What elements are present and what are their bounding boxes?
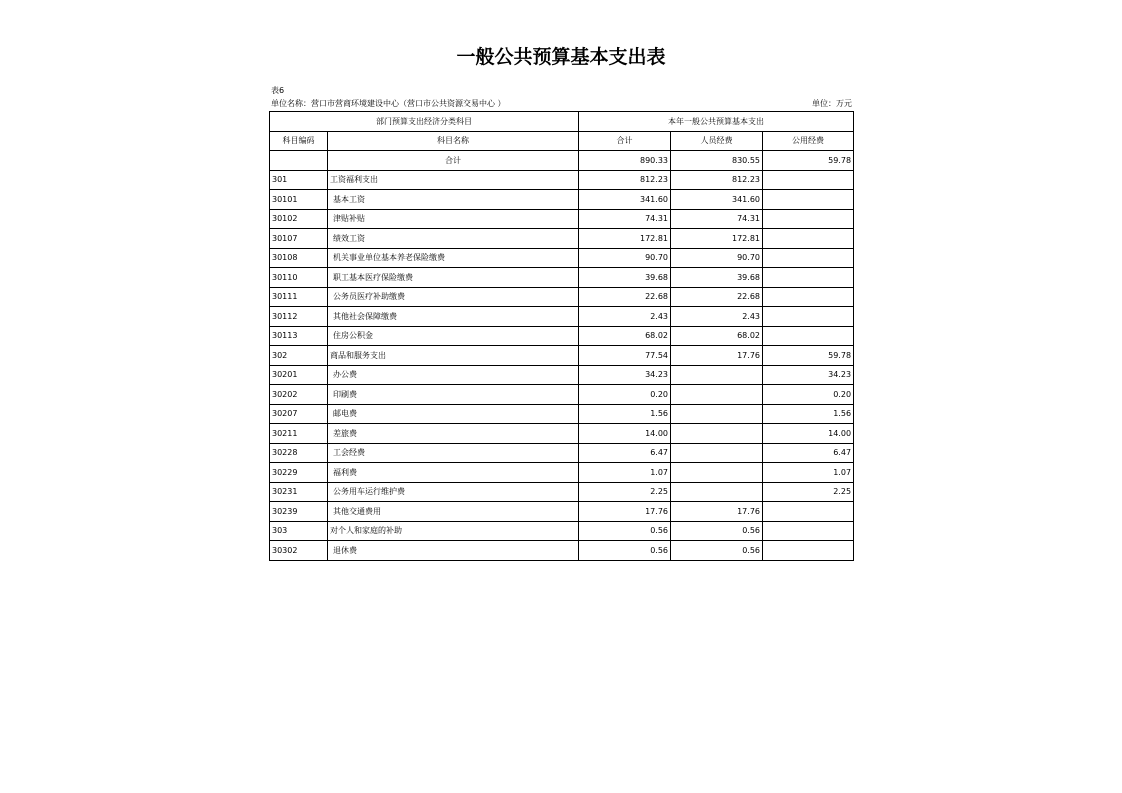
row-name: 机关事业单位基本养老保险缴费 <box>328 248 579 268</box>
row-personnel <box>671 424 763 444</box>
table-row <box>270 404 854 424</box>
table-row <box>270 346 854 366</box>
unit-name: 单位名称：营口市营商环境建设中心（营口市公共资源交易中心 ） <box>271 99 506 108</box>
row-personnel <box>671 463 763 483</box>
table-number: 表6 <box>271 86 285 95</box>
row-public: 6.47 <box>763 443 854 463</box>
row-code: 30112 <box>270 307 328 327</box>
row-code: 30110 <box>270 268 328 288</box>
table-row <box>270 385 854 405</box>
total-row-label: 合计 <box>328 151 579 171</box>
row-code: 30239 <box>270 502 328 522</box>
table-row <box>270 502 854 522</box>
total-row <box>270 151 854 171</box>
header-group-right: 本年一般公共预算基本支出 <box>579 112 854 132</box>
row-code: 302 <box>270 346 328 366</box>
row-code: 30107 <box>270 229 328 249</box>
row-personnel: 2.43 <box>671 307 763 327</box>
row-personnel: 22.68 <box>671 287 763 307</box>
row-code: 30201 <box>270 365 328 385</box>
row-code: 30113 <box>270 326 328 346</box>
row-total: 341.60 <box>579 190 671 210</box>
header-row-columns <box>270 131 854 151</box>
row-name: 对个人和家庭的补助 <box>328 521 579 541</box>
row-public <box>763 521 854 541</box>
table-row <box>270 190 854 210</box>
row-name: 职工基本医疗保险缴费 <box>328 268 579 288</box>
row-name: 印刷费 <box>328 385 579 405</box>
row-name: 公务用车运行维护费 <box>328 482 579 502</box>
row-name: 其他交通费用 <box>328 502 579 522</box>
row-personnel <box>671 365 763 385</box>
row-code: 30302 <box>270 541 328 561</box>
row-total: 34.23 <box>579 365 671 385</box>
table-row <box>270 229 854 249</box>
table-row <box>270 482 854 502</box>
row-name: 公务员医疗补助缴费 <box>328 287 579 307</box>
row-code: 30207 <box>270 404 328 424</box>
row-name: 差旅费 <box>328 424 579 444</box>
row-total: 39.68 <box>579 268 671 288</box>
table-row <box>270 268 854 288</box>
row-code: 301 <box>270 170 328 190</box>
total-row-public: 59.78 <box>763 151 854 171</box>
table-row <box>270 307 854 327</box>
row-code: 30202 <box>270 385 328 405</box>
unit-label: 单位：万元 <box>812 99 852 108</box>
row-code: 30231 <box>270 482 328 502</box>
row-name: 其他社会保障缴费 <box>328 307 579 327</box>
row-name: 工资福利支出 <box>328 170 579 190</box>
row-personnel: 812.23 <box>671 170 763 190</box>
page-title: 一般公共预算基本支出表 <box>456 46 666 68</box>
row-total: 6.47 <box>579 443 671 463</box>
row-total: 17.76 <box>579 502 671 522</box>
table-row <box>270 170 854 190</box>
row-public <box>763 287 854 307</box>
row-public: 1.07 <box>763 463 854 483</box>
row-total: 1.56 <box>579 404 671 424</box>
table-row <box>270 365 854 385</box>
table-row <box>270 248 854 268</box>
header-personnel: 人员经费 <box>671 131 763 151</box>
row-total: 2.25 <box>579 482 671 502</box>
row-name: 退休费 <box>328 541 579 561</box>
table-row <box>270 541 854 561</box>
row-total: 14.00 <box>579 424 671 444</box>
row-total: 0.56 <box>579 521 671 541</box>
total-row-code <box>270 151 328 171</box>
table-row <box>270 326 854 346</box>
row-code: 30211 <box>270 424 328 444</box>
row-code: 30102 <box>270 209 328 229</box>
row-personnel: 17.76 <box>671 502 763 522</box>
row-total: 0.56 <box>579 541 671 561</box>
row-personnel: 90.70 <box>671 248 763 268</box>
row-name: 商品和服务支出 <box>328 346 579 366</box>
row-public <box>763 209 854 229</box>
row-code: 30111 <box>270 287 328 307</box>
row-name: 福利费 <box>328 463 579 483</box>
row-public: 14.00 <box>763 424 854 444</box>
row-name: 住房公积金 <box>328 326 579 346</box>
row-personnel <box>671 443 763 463</box>
row-code: 30101 <box>270 190 328 210</box>
row-total: 172.81 <box>579 229 671 249</box>
row-public <box>763 326 854 346</box>
table-row <box>270 287 854 307</box>
header-group-left: 部门预算支出经济分类科目 <box>270 112 579 132</box>
header-public: 公用经费 <box>763 131 854 151</box>
row-code: 30108 <box>270 248 328 268</box>
header-code: 科目编码 <box>270 131 328 151</box>
table-row <box>270 424 854 444</box>
row-name: 办公费 <box>328 365 579 385</box>
row-code: 30228 <box>270 443 328 463</box>
row-name: 津贴补贴 <box>328 209 579 229</box>
row-public <box>763 307 854 327</box>
row-personnel: 341.60 <box>671 190 763 210</box>
table-row <box>270 443 854 463</box>
total-row-total: 890.33 <box>579 151 671 171</box>
row-personnel <box>671 404 763 424</box>
row-personnel: 39.68 <box>671 268 763 288</box>
row-total: 22.68 <box>579 287 671 307</box>
row-public <box>763 248 854 268</box>
row-public: 2.25 <box>763 482 854 502</box>
total-row-personnel: 830.55 <box>671 151 763 171</box>
row-public: 1.56 <box>763 404 854 424</box>
table-row <box>270 521 854 541</box>
row-total: 74.31 <box>579 209 671 229</box>
row-public: 0.20 <box>763 385 854 405</box>
row-public: 34.23 <box>763 365 854 385</box>
row-name: 邮电费 <box>328 404 579 424</box>
row-total: 812.23 <box>579 170 671 190</box>
row-total: 0.20 <box>579 385 671 405</box>
row-personnel: 68.02 <box>671 326 763 346</box>
row-total: 68.02 <box>579 326 671 346</box>
row-name: 工会经费 <box>328 443 579 463</box>
row-code: 30229 <box>270 463 328 483</box>
row-personnel: 74.31 <box>671 209 763 229</box>
row-public <box>763 190 854 210</box>
row-total: 2.43 <box>579 307 671 327</box>
row-total: 1.07 <box>579 463 671 483</box>
row-code: 303 <box>270 521 328 541</box>
row-total: 90.70 <box>579 248 671 268</box>
header-name: 科目名称 <box>328 131 579 151</box>
table-row <box>270 209 854 229</box>
table-row <box>270 463 854 483</box>
budget-table <box>269 111 854 561</box>
row-personnel: 0.56 <box>671 541 763 561</box>
row-personnel: 172.81 <box>671 229 763 249</box>
row-personnel: 0.56 <box>671 521 763 541</box>
row-public <box>763 170 854 190</box>
row-public <box>763 541 854 561</box>
row-public: 59.78 <box>763 346 854 366</box>
row-name: 基本工资 <box>328 190 579 210</box>
row-personnel: 17.76 <box>671 346 763 366</box>
header-row-group <box>270 112 854 132</box>
row-public <box>763 268 854 288</box>
row-personnel <box>671 385 763 405</box>
row-total: 77.54 <box>579 346 671 366</box>
row-public <box>763 229 854 249</box>
header-total: 合计 <box>579 131 671 151</box>
row-public <box>763 502 854 522</box>
row-personnel <box>671 482 763 502</box>
row-name: 绩效工资 <box>328 229 579 249</box>
